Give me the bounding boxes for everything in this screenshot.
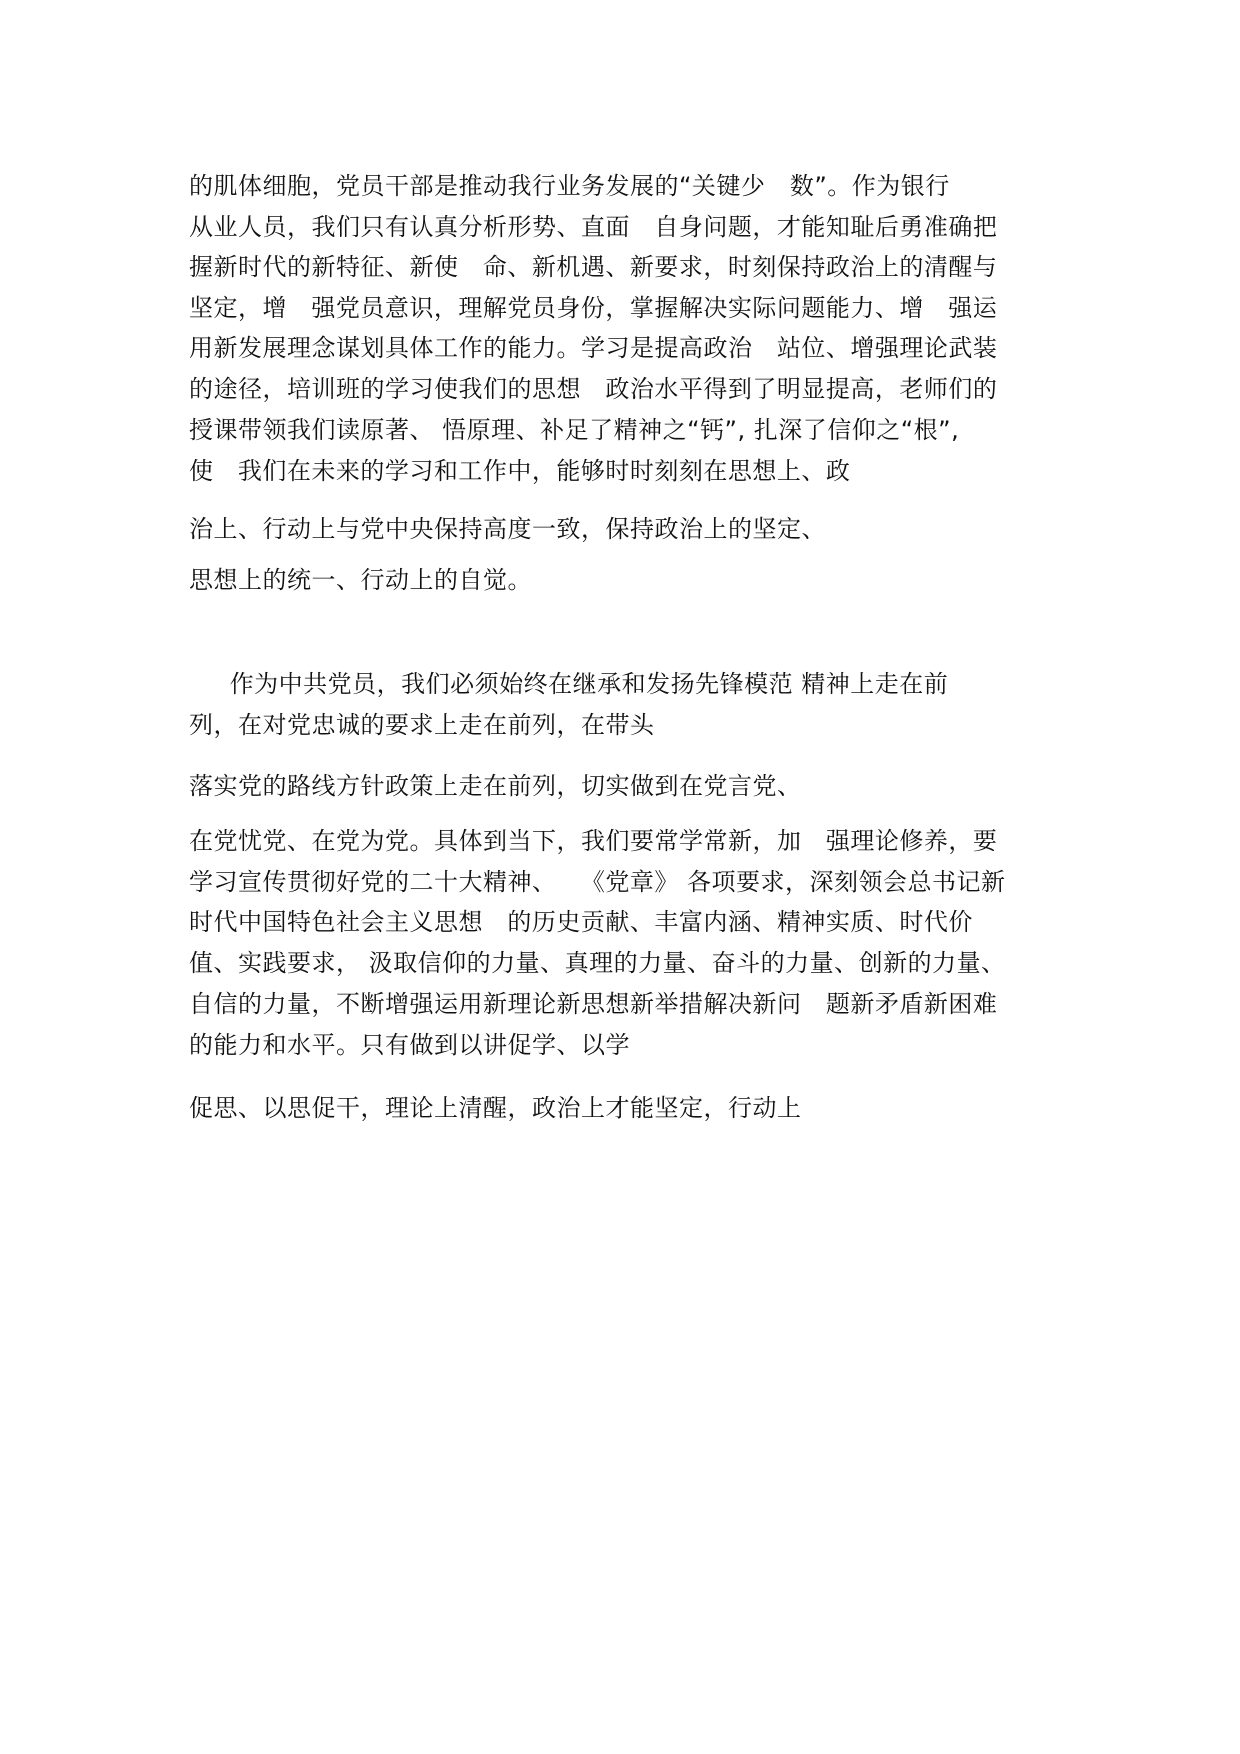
- paragraph-2-line-4: 在党忧党、在党为党。具体到当下，我们要常学常新，加 强理论修养，要: [189, 827, 998, 855]
- paragraph-2-line-5: 学习宣传贯彻好党的二十大精神、 《党章》 各项要求，深刻领会总书记新: [189, 868, 1006, 896]
- paragraph-2-line-10: 促思、以思促干，理论上清醒，政治上才能坚定，行动上: [189, 1094, 802, 1122]
- text-line-5: 用新发展理念谋划具体工作的能力。学习是提高政治 站位、增强理论武装: [189, 334, 998, 362]
- paragraph-2-line-1: 作为中共党员，我们必须始终在继承和发扬先锋模范 精神上走在前: [189, 670, 949, 698]
- paragraph-2-line-2: 列，在对党忠诚的要求上走在前列，在带头: [189, 711, 655, 739]
- paragraph-2-line-8: 自信的力量，不断增强运用新理论新思想新举措解决新问 题新矛盾新困难: [189, 990, 998, 1018]
- text-line-7: 授课带领我们读原著、 悟原理、补足了精神之“钙”, 扎深了信仰之“根”,: [189, 416, 960, 444]
- text-line-4: 坚定，增 强党员意识，理解党员身份，掌握解决实际问题能力、增 强运: [189, 294, 998, 322]
- text-line-9: 治上、行动上与党中央保持高度一致，保持政治上的坚定、: [189, 515, 826, 543]
- paragraph-2-line-7: 值、实践要求， 汲取信仰的力量、真理的力量、奋斗的力量、创新的力量、: [189, 949, 1006, 977]
- paragraph-2-line-6: 时代中国特色社会主义思想 的历史贡献、丰富内涵、精神实质、时代价: [189, 908, 973, 936]
- text-line-10: 思想上的统一、行动上的自觉。: [189, 566, 532, 594]
- text-line-8: 使 我们在未来的学习和工作中，能够时时刻刻在思想上、政: [189, 457, 851, 485]
- text-line-6: 的途径，培训班的学习使我们的思想 政治水平得到了明显提高，老师们的: [189, 375, 998, 403]
- paragraph-2-line-3: 落实党的路线方针政策上走在前列，切实做到在党言党、: [189, 772, 802, 800]
- text-line-1: 的肌体细胞，党员干部是推动我行业务发展的“关键少 数”。作为银行: [189, 172, 950, 200]
- text-line-2: 从业人员，我们只有认真分析形势、直面 自身问题，才能知耻后勇准确把: [189, 213, 998, 241]
- paragraph-2-line-9: 的能力和水平。只有做到以讲促学、以学: [189, 1031, 630, 1059]
- text-line-3: 握新时代的新特征、新使 命、新机遇、新要求，时刻保持政治上的清醒与: [189, 253, 998, 281]
